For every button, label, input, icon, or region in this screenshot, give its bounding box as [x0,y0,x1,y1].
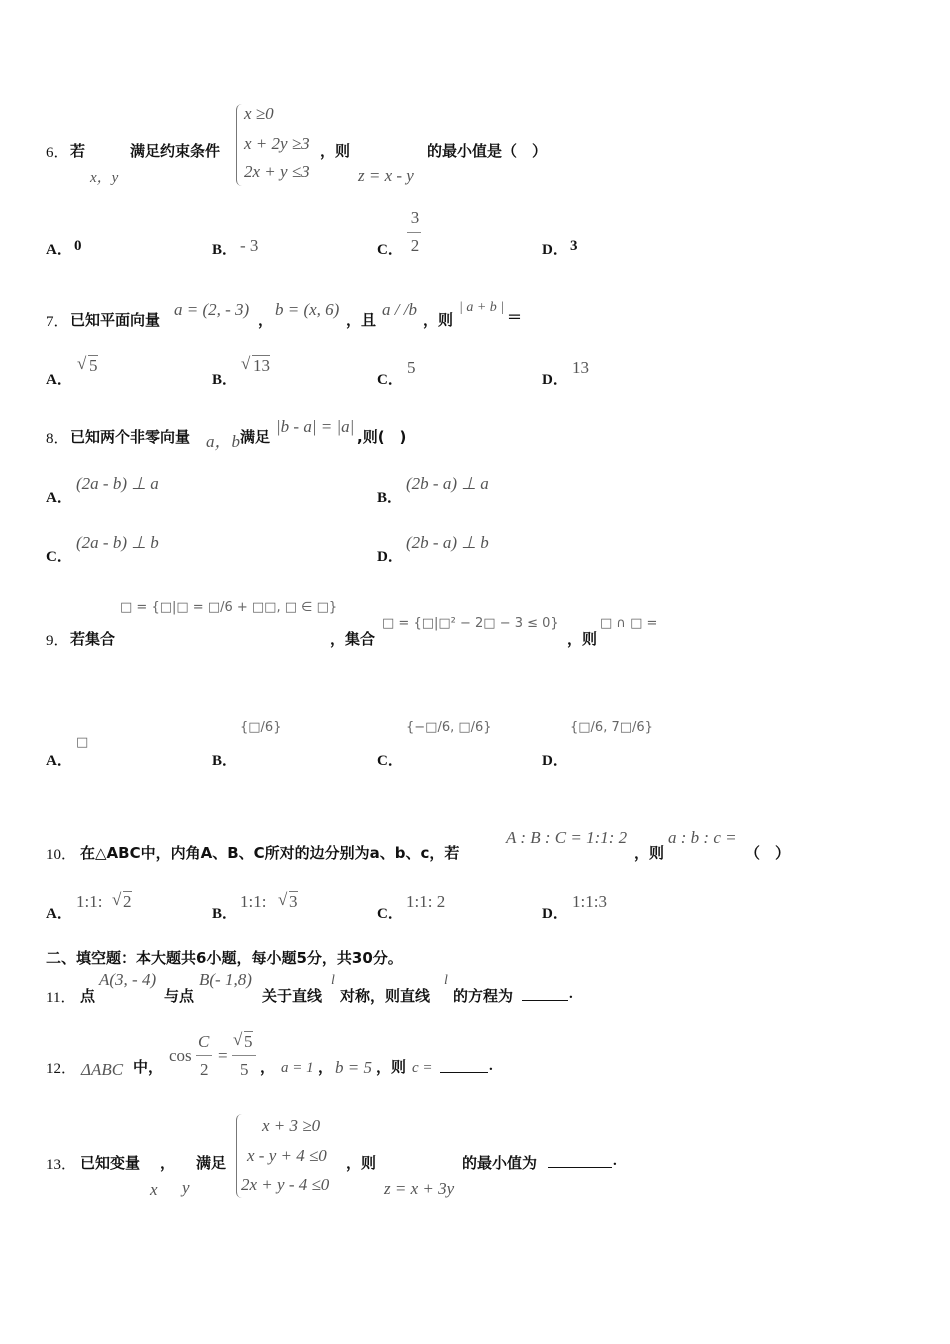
q12-triangle: ΔABC [81,1060,124,1079]
q7-option-b-radical: √ [241,354,251,373]
q6-vars: x，y [90,170,119,186]
q7-equals: ＝ [507,308,523,326]
q6-option-a-value: 0 [74,238,82,254]
q9-option-c-label: C． [377,753,403,769]
q7-number: 7． [46,314,69,330]
q7-option-d-value: 13 [572,358,589,377]
q12-five: 5 [240,1060,249,1079]
q9-option-a-value: □ [76,735,89,750]
q13-x: x [150,1180,158,1199]
q12-cos: cos [169,1046,192,1065]
q8-option-b-value: (2b - a) ⊥ a [406,474,489,493]
q12-zhong: 中， [133,1058,164,1076]
q12-equals: = [218,1046,228,1065]
q10-option-a-radical-icon: √ [112,890,122,909]
q9-prefix: 若集合 [70,630,116,648]
q12-value-fraction-bar [232,1055,256,1056]
q7-option-d-label: D． [542,372,568,388]
q11-l: l [331,973,335,988]
q13-answer-blank[interactable] [548,1153,612,1168]
q8-option-d-label: D． [377,549,403,565]
q8-tail: ,则( ) [357,428,407,446]
q13-satisfy: 满足 [196,1154,227,1172]
q10-option-d-value: 1:1:3 [572,892,607,911]
q11-p2: 与点 [164,987,195,1005]
section-2-title: 二、填空题：本大题共6小题，每小题5分，共30分。 [46,949,403,967]
q12-cos-fraction-bar [196,1055,212,1056]
q8-option-c-label: C． [46,549,72,565]
q11-p5: 的方程为 [453,987,514,1005]
q13-constraint-1: x + 3 ≥0 [262,1116,321,1135]
q11-end: . [569,986,573,1002]
q11-point-a: A(3, - 4) [99,970,157,989]
q8-option-c-value: (2a - b) ⊥ b [76,533,159,552]
q7-option-b-radicand: 13 [253,356,270,375]
q10-option-c-label: C． [377,906,403,922]
q12-number: 12． [46,1061,77,1077]
q10-option-d-label: D． [542,906,568,922]
q13-then: ，则 [346,1154,377,1172]
q12-b: b = 5 [335,1058,372,1077]
q12-a: a = 1 [281,1060,314,1076]
q9-set-a: □ = {□|□ = □/6 + □□, □ ∈ □} [120,600,338,615]
q10-option-b-radicand: 3 [289,892,298,911]
q13-tail: 的最小值为 [462,1154,538,1172]
q6-ruo: 若 [70,142,86,160]
q6-constraint-1: x ≥0 [244,104,274,123]
q10-option-a-radicand: 2 [123,892,132,911]
q10-option-a-label: A． [46,906,72,922]
q9-option-a-label: A． [46,753,72,769]
q12-then: ，则 [376,1058,407,1076]
q10-ask: a : b : c = [668,828,737,847]
q9-expression: □ ∩ □ = [600,616,658,631]
q12-sqrt5: 5 [244,1032,253,1051]
q6-option-b-label: B． [212,242,238,258]
q13-end: . [613,1153,617,1169]
q11-l2: l [444,973,448,988]
q13-number: 13． [46,1157,77,1173]
q12-answer-blank[interactable] [440,1058,488,1073]
q8-number: 8． [46,431,69,447]
q13-objective: z = x + 3y [384,1179,455,1198]
q10-option-a-value: 1:1: [76,892,103,911]
q7-expression: | a + b | [459,300,505,315]
q6-objective: z = x - y [358,166,414,185]
q6-satisfy: 满足约束条件 [130,142,221,160]
q13-constraint-2: x - y + 4 ≤0 [247,1146,327,1165]
q6-option-c-denominator: 2 [410,236,420,255]
q7-option-b-label: B． [212,372,238,388]
q6-option-a-label: A． [46,242,72,258]
q9-mid: ，集合 [330,630,376,648]
q10-option-b-value: 1:1: [240,892,267,911]
q6-tail: 的最小值是（ ） [427,142,548,160]
q8-vars: a，b [206,432,240,451]
q9-number: 9． [46,633,69,649]
q7-option-a-radical: √ [77,354,87,373]
q6-option-c-label: C． [377,242,403,258]
q7-a-def: a = (2, - 3) [174,300,250,319]
q8-condition: |b - a| = |a| [276,417,355,436]
q9-option-d-value: {□/6, 7□/6} [570,720,653,735]
q13-y: y [182,1178,190,1197]
q12-c: c = [412,1060,433,1076]
q10-then: ，则 [634,844,665,862]
q11-answer-blank[interactable] [522,986,568,1001]
q9-set-b: □ = {□|□² − 2□ − 3 ≤ 0} [382,616,559,631]
q10-option-b-radical-icon: √ [278,890,288,909]
q13-comma: ， [160,1154,176,1172]
q10-ratio: A : B : C = 1:1: 2 [506,828,628,847]
q6-option-c-fraction-bar [407,232,421,233]
q7-b-def: b = (x, 6) [275,300,340,319]
q11-point-b: B(- 1,8) [199,970,252,989]
q6-option-d-value: 3 [570,238,578,254]
q6-option-b-value: - 3 [240,236,259,255]
q6-then: ，则 [320,142,351,160]
q7-option-a-label: A． [46,372,72,388]
q7-prefix: 已知平面向量 [70,311,161,329]
q7-parallel: a / /b [382,300,417,319]
q11-p1: 点 [80,987,96,1005]
q6-option-c-numerator: 3 [410,208,420,227]
q6-constraint-3: 2x + y ≤3 [244,162,310,181]
q11-p4: 对称，则直线 [340,987,431,1005]
q12-sep: ， [260,1058,276,1076]
q12-radical-icon: √ [233,1030,243,1049]
q9-option-b-value: {□/6} [240,720,282,735]
q7-sep: ， [258,311,274,329]
q11-number: 11． [46,990,76,1006]
q7-and: ，且 [346,311,377,329]
q8-option-b-label: B． [377,490,403,506]
q7-then: ，则 [423,311,454,329]
q12-c-numerator: C [198,1032,210,1051]
q9-option-d-label: D． [542,753,568,769]
q8-option-a-label: A． [46,490,72,506]
q7-option-c-value: 5 [407,358,416,377]
q10-option-b-label: B． [212,906,238,922]
q8-prefix: 已知两个非零向量 [70,428,191,446]
q6-option-d-label: D． [542,242,568,258]
q6-number: 6． [46,145,69,161]
q8-satisfy: 满足 [240,428,271,446]
q9-then: ，则 [567,630,598,648]
q11-p3: 关于直线 [262,987,323,1005]
q6-brace [236,104,243,186]
q10-option-c-value: 1:1: 2 [406,892,446,911]
q13-prefix: 已知变量 [80,1154,141,1172]
q8-option-d-value: (2b - a) ⊥ b [406,533,489,552]
q12-end: . [489,1058,493,1074]
q7-option-c-label: C． [377,372,403,388]
q8-option-a-value: (2a - b) ⊥ a [76,474,159,493]
q12-c-denominator: 2 [200,1060,209,1079]
q12-sep2: ， [318,1058,334,1076]
q10-paren: （ ） [745,844,791,862]
q9-option-c-value: {−□/6, □/6} [406,720,492,735]
q10-number: 10． [46,847,77,863]
q10-stem: 在△ABC中，内角A、B、C所对的边分别为a、b、c，若 [80,844,460,862]
q9-option-b-label: B． [212,753,238,769]
q13-constraint-3: 2x + y - 4 ≤0 [241,1175,330,1194]
q7-option-a-radicand: 5 [89,356,98,375]
q6-constraint-2: x + 2y ≥3 [244,134,310,153]
